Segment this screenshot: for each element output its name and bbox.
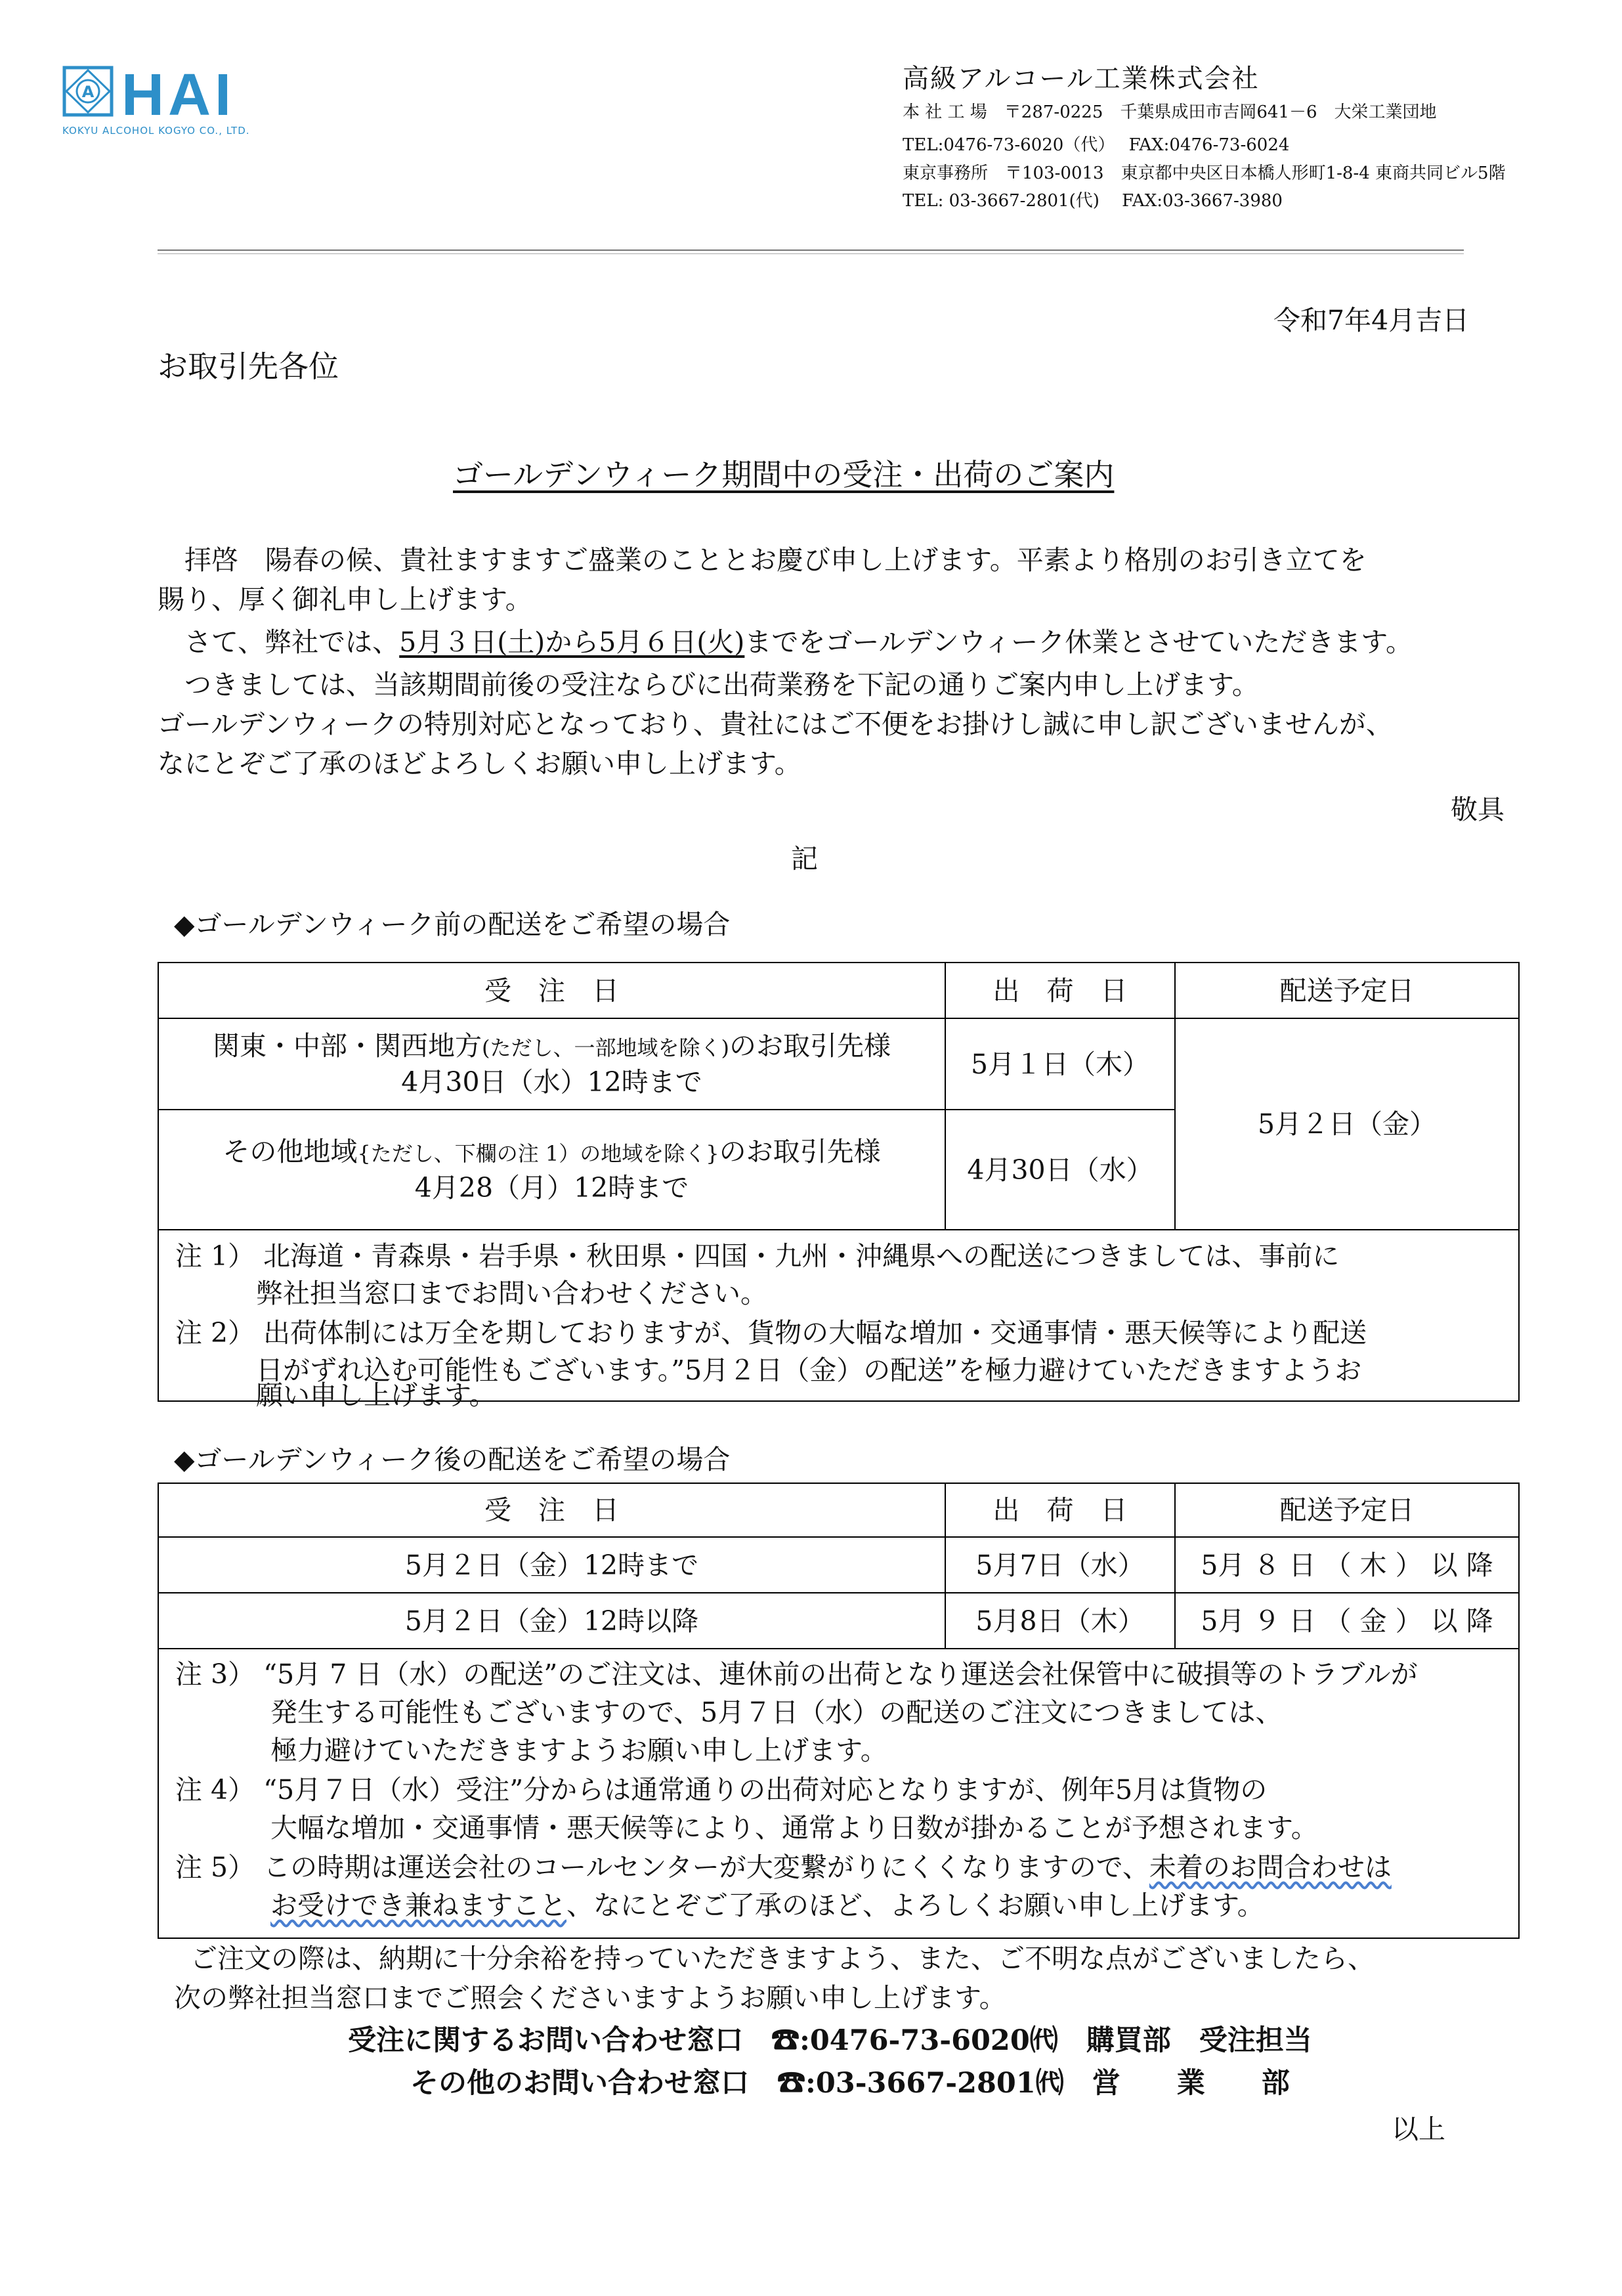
paragraph-1: 拝啓 陽春の候、貴社ますますご盛業のこととお慶び申し上げます。平素より格別のお引き立てを bbox=[184, 544, 1367, 576]
row1-ship-cell: 5月１日（木） bbox=[970, 1048, 1150, 1080]
table-row-1-order: 5月２日（金）12時まで bbox=[404, 1549, 699, 1581]
contact-other-dept: 営 業 部 bbox=[1092, 2067, 1290, 2100]
contact-orders-dept: 購買部 受注担当 bbox=[1086, 2024, 1312, 2057]
note-4: 注 4） “5月７日（水）受注”分からは通常通りの出荷対応となりますが、例年5月は貨物の bbox=[175, 1774, 1268, 1806]
note-2: 注 2） 出荷体制には万全を期しておりますが、貨物の大幅な増加・交通事情・悪天候等により配送 bbox=[175, 1317, 1367, 1349]
table-row-2-order: 5月２日（金）12時以降 bbox=[404, 1605, 699, 1637]
holiday-period: 5月３日(土)から5月６日(火) bbox=[399, 626, 745, 658]
note-5-cont: お受けでき兼ねますこと、なにとぞご了承のほど、よろしくお願い申し上げます。 bbox=[270, 1890, 1264, 1921]
note-2-cont: 日がずれ込む可能性もございます。”5月２日（金）の配送”を極力避けていただきますようお bbox=[256, 1354, 1362, 1386]
closing-keigu: 敬具 bbox=[1451, 794, 1505, 825]
hq-phone: TEL:0476-73-6020（代） FAX:0476-73-6024 bbox=[903, 135, 1290, 155]
table-after-gw bbox=[158, 1483, 1520, 1939]
col-header-delivery-date: 配送予定日 bbox=[1279, 1494, 1415, 1526]
note-1: 注 1） 北海道・青森県・岩手県・秋田県・四国・九州・沖縄県への配送につきましては、事前に bbox=[175, 1240, 1340, 1272]
logo-text: HAI bbox=[121, 62, 235, 121]
contact-other bbox=[410, 2065, 1290, 2102]
tokyo-phone: TEL: 03-3667-2801(代) FAX:03-3667-3980 bbox=[903, 191, 1283, 211]
hq-address: 本 社 工 場 〒287-0225 千葉県成田市吉岡641－6 大栄工業団地 bbox=[903, 102, 1437, 122]
section-after-heading: ◆ゴールデンウィーク後の配送をご希望の場合 bbox=[174, 1444, 731, 1475]
note-3-cont2: 極力避けていただきますようお願い申し上げます。 bbox=[270, 1735, 887, 1766]
row2-ship-cell: 4月30日（水） bbox=[967, 1154, 1153, 1186]
logo-subtitle: KOKYU ALCOHOL KOGYO CO., LTD. bbox=[62, 125, 250, 137]
paragraph-3: さて、弊社では、5月３日(土)から5月６日(火)までをゴールデンウィーク休業とさせていただきます。 bbox=[184, 626, 1413, 658]
note-1-cont: 弊社担当窓口までお問い合わせください。 bbox=[256, 1278, 767, 1309]
section-before-heading: ◆ゴールデンウィーク前の配送をご希望の場合 bbox=[174, 909, 731, 940]
header-divider bbox=[158, 249, 1464, 251]
note-4-cont: 大幅な増加・交通事情・悪天候等により、通常より日数が掛かることが予想されます。 bbox=[270, 1812, 1318, 1844]
col-header-delivery-date: 配送予定日 bbox=[1279, 974, 1415, 1007]
table-row-2-delivery: 5月 ９ 日 （ 金 ） 以 降 bbox=[1201, 1605, 1493, 1637]
col-header-order-date: 受 注 日 bbox=[484, 974, 619, 1007]
letter-date: 令和7年4月吉日 bbox=[1273, 305, 1470, 336]
company-name: 高級アルコール工業株式会社 bbox=[903, 64, 1260, 94]
ki-marker: 記 bbox=[791, 843, 818, 875]
paragraph-6: なにとぞご了承のほどよろしくお願い申し上げます。 bbox=[158, 748, 801, 779]
note-3: 注 3） “5月 7 日（水）の配送”のご注文は、連休前の出荷となり運送会社保管中に破損等のトラブルが bbox=[175, 1658, 1418, 1690]
note-2-cont2: 願い申し上げます。 bbox=[256, 1379, 496, 1411]
col-header-ship-date: 出 荷 日 bbox=[992, 1494, 1128, 1526]
contact-orders bbox=[348, 2022, 1312, 2059]
addressee: お取引先各位 bbox=[158, 349, 339, 384]
delivery-cell: 5月２日（金） bbox=[1257, 1108, 1437, 1140]
paragraph-4: つきましては、当該期間前後の受注ならびに出荷業務を下記の通りご案内申し上げます。 bbox=[184, 669, 1259, 701]
contact-other-label: その他のお問い合わせ窓口 bbox=[410, 2067, 749, 2100]
row1-order-cell: 関東・中部・関西地方(ただし、一部地域を除く)のお取引先様 4月30日（水）12時まで bbox=[213, 1030, 891, 1098]
note-5: 注 5） この時期は運送会社のコールセンターが大変繋がりにくくなりますので、未着のお問合わせは bbox=[175, 1852, 1392, 1883]
col-header-order-date: 受 注 日 bbox=[484, 1494, 619, 1526]
table-before-gw bbox=[158, 962, 1520, 1411]
logo-badge: A bbox=[81, 83, 95, 101]
col-header-ship-date: 出 荷 日 bbox=[992, 974, 1128, 1007]
paragraph-5: ゴールデンウィークの特別対応となっており、貴社にはご不便をお掛けし誠に申し訳ございませんが、 bbox=[158, 708, 1393, 740]
closing-paragraph-1: ご注文の際は、納期に十分余裕を持っていただきますよう、また、ご不明な点がございましたら、 bbox=[190, 1943, 1375, 1974]
closing-ijo: 以上 bbox=[1392, 2113, 1445, 2145]
table-row-1-ship: 5月7日（水） bbox=[975, 1549, 1145, 1581]
paragraph-2: 賜り、厚く御礼申し上げます。 bbox=[158, 584, 532, 615]
company-logo bbox=[62, 62, 279, 121]
contact-orders-label: 受注に関するお問い合わせ窓口 bbox=[348, 2024, 743, 2057]
contact-orders-phone: ☎:0476-73-6020㈹ bbox=[771, 2024, 1058, 2057]
letter-title: ゴールデンウィーク期間中の受注・出荷のご案内 bbox=[453, 457, 1115, 492]
header-divider-thin bbox=[158, 253, 1464, 254]
tokyo-address: 東京事務所 〒103-0013 東京都中央区日本橋人形町1-8-4 東商共同ビル5階 bbox=[903, 163, 1506, 183]
row2-order-cell: その他地域{ただし、下欄の注 1）の地域を除く}のお取引先様 4月28（月）12時まで bbox=[223, 1136, 881, 1203]
table-row-2-ship: 5月8日（木） bbox=[975, 1605, 1145, 1637]
contact-other-phone: ☎:03-3667-2801㈹ bbox=[777, 2067, 1064, 2100]
note-3-cont: 発生する可能性もございますので、5月７日（水）の配送のご注文につきましては、 bbox=[270, 1697, 1283, 1728]
table-row-1-delivery: 5月 ８ 日 （ 木 ） 以 降 bbox=[1201, 1549, 1493, 1581]
closing-paragraph-2: 次の弊社担当窓口までご照会くださいますようお願い申し上げます。 bbox=[174, 1982, 1006, 2014]
